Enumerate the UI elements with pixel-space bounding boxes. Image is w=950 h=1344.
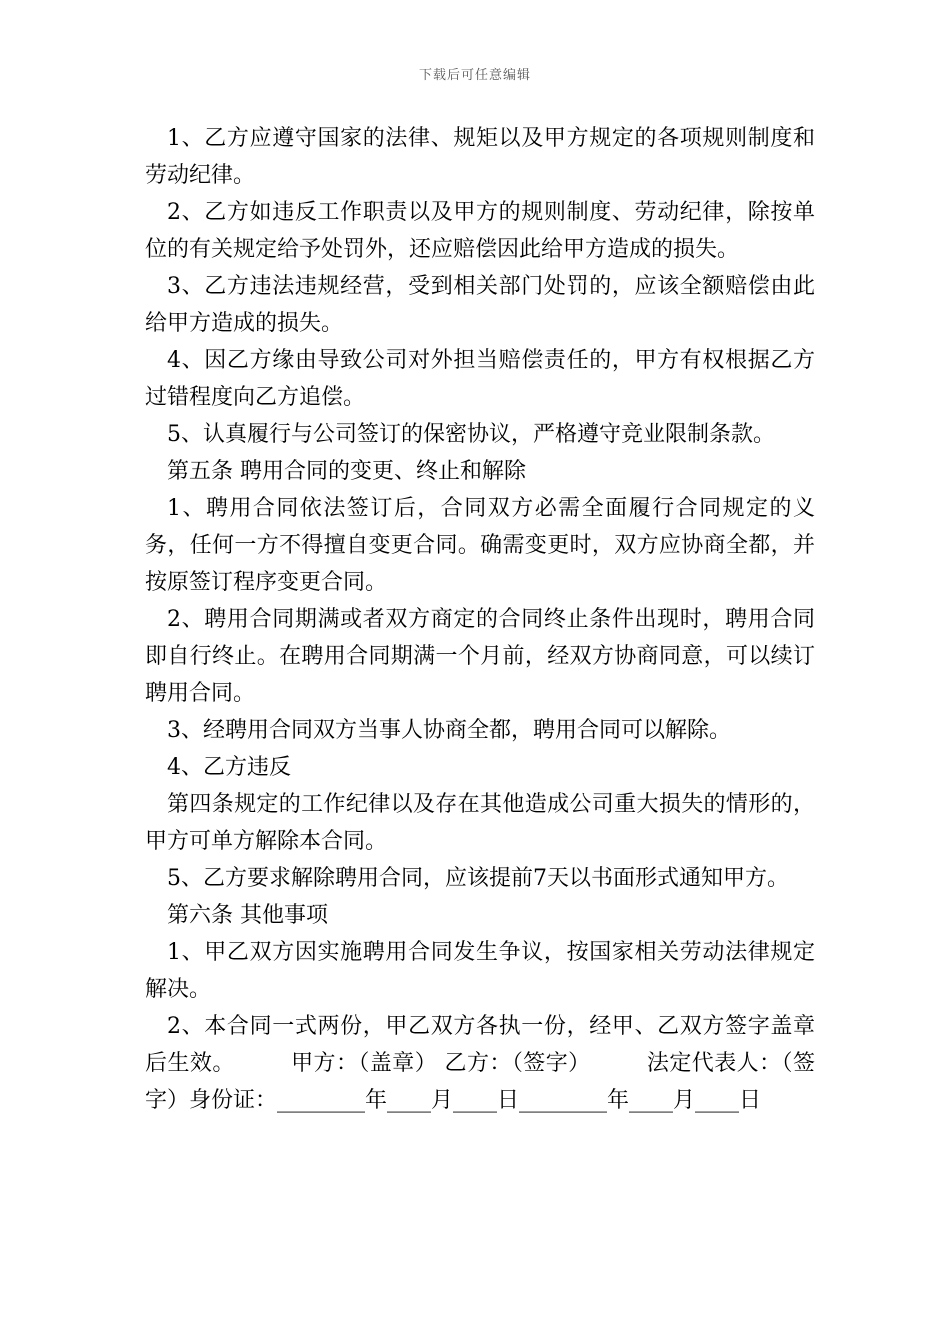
header-note: 下载后可任意编辑 — [418, 68, 531, 83]
paragraph-4: 4、因乙方缘由导致公司对外担当赔偿责任的，甲方有权根据乙方过错程度向乙方追偿。 — [145, 348, 815, 410]
paragraph-5: 5、认真履行与公司签订的保密协议，严格遵守竞业限制条款。 — [167, 422, 775, 447]
paragraph-11: 5、乙方要求解除聘用合同，应该提前7天以书面形式通知甲方。 — [167, 866, 789, 891]
paragraph-9: 4、乙方违反 — [167, 755, 291, 780]
paragraph-10: 第四条规定的工作纪律以及存在其他造成公司重大损失的情形的，甲方可单方解除本合同。 — [145, 792, 815, 854]
paragraph-1: 1、乙方应遵守国家的法律、规矩以及甲方规定的各项规则制度和劳动纪律。 — [145, 126, 815, 188]
paragraph-8: 3、经聘用合同双方当事人协商全都，聘用合同可以解除。 — [167, 718, 731, 743]
paragraph-2: 2、乙方如违反工作职责以及甲方的规则制度、劳动纪律，除按单位的有关规定给予处罚外，还应赔偿因此给甲方造成的损失。 — [145, 200, 815, 262]
paragraph-7: 2、聘用合同期满或者双方商定的合同终止条件出现时，聘用合同即自行终止。在聘用合同期满一个月前，经双方协商同意，可以续订聘用合同。 — [145, 607, 815, 706]
document-body — [145, 120, 815, 1119]
section-heading-6: 第六条 其他事项 — [167, 903, 328, 928]
paragraph-13: 2、本合同一式两份，甲乙双方各执一份，经甲、乙双方签字盖章后生效。 甲方：（盖章） 乙方：（签字） 法定代表人：（签字）身份证：________年____月____日________年____月____日 — [145, 1014, 815, 1113]
paragraph-6: 1、聘用合同依法签订后，合同双方必需全面履行合同规定的义务，任何一方不得擅自变更合同。确需变更时，双方应协商全都，并按原签订程序变更合同。 — [145, 496, 815, 595]
paragraph-12: 1、甲乙双方因实施聘用合同发生争议，按国家相关劳动法律规定解决。 — [145, 940, 815, 1002]
section-heading-5: 第五条 聘用合同的变更、终止和解除 — [167, 459, 526, 484]
paragraph-3: 3、乙方违法违规经营，受到相关部门处罚的，应该全额赔偿由此给甲方造成的损失。 — [145, 274, 815, 336]
